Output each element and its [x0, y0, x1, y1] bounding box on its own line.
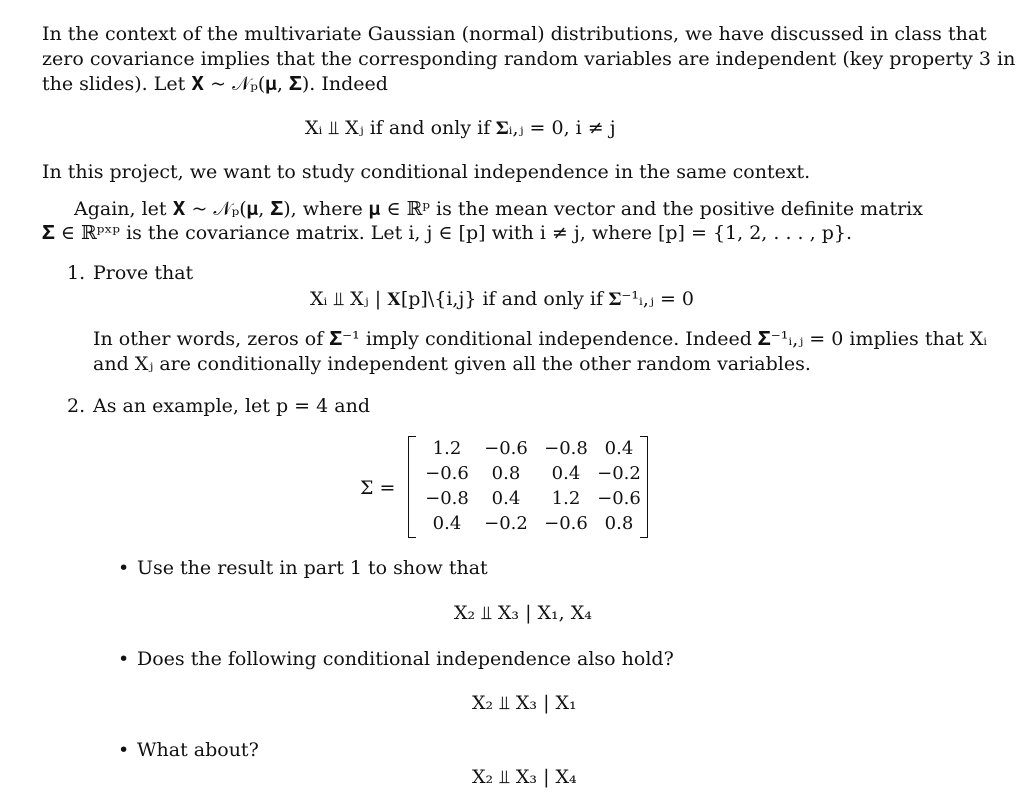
intro-line-2: zero covariance implies that the corresponding random variables are independent (key property 3 in	[42, 48, 1016, 70]
matrix-cell: −0.6	[425, 463, 469, 484]
covariance-matrix	[360, 434, 660, 538]
matrix-cell: 1.2	[432, 438, 462, 459]
matrix-cell: 0.4	[551, 463, 581, 484]
item1-text: Prove that	[93, 262, 194, 284]
matrix-cell: 0.8	[491, 463, 521, 484]
item1-number: 1.	[67, 262, 86, 284]
bullet-marker: •	[118, 648, 130, 670]
independence-equation: Xᵢ ⫫ Xⱼ if and only if 𝚺ᵢ,ⱼ = 0, i ≠ j	[305, 117, 616, 139]
again-line-1: Again, let 𝐗 ~ 𝒩ₚ(𝛍, 𝚺), where 𝛍 ∈ ℝᵖ is the mean vector and the positive definite matrix	[74, 198, 923, 220]
project-line: In this project, we want to study conditional independence in the same context.	[42, 161, 811, 183]
item2-text: As an example, let p = 4 and	[93, 395, 370, 417]
matrix-cell: 0.4	[432, 513, 462, 534]
item2-number: 2.	[67, 395, 86, 417]
matrix-cell: 0.8	[604, 513, 634, 534]
matrix-cell: −0.6	[544, 513, 588, 534]
matrix-cell: 1.2	[551, 488, 581, 509]
matrix-label: Σ =	[360, 477, 396, 499]
intro-line-3: the slides). Let 𝐗 ~ 𝒩ₚ(𝛍, 𝚺). Indeed	[42, 73, 388, 95]
matrix-cell: 0.4	[604, 438, 634, 459]
bullet-3-equation: X₂ ⫫ X₃ | X₄	[472, 766, 577, 788]
matrix-cell: 0.4	[491, 488, 521, 509]
matrix-cell: −0.6	[597, 488, 641, 509]
item1-explain-line-2: and Xⱼ are conditionally independent given all the other random variables.	[93, 353, 811, 375]
bullet-1-equation: X₂ ⫫ X₃ | X₁, X₄	[454, 602, 592, 624]
bullet-marker: •	[118, 557, 130, 579]
bullet-2-equation: X₂ ⫫ X₃ | X₁	[472, 692, 577, 714]
matrix-cell: −0.8	[425, 488, 469, 509]
matrix-grid	[418, 436, 642, 536]
intro-line-1: In the context of the multivariate Gaussian (normal) distributions, we have discussed in class that	[42, 23, 987, 45]
again-line-2: 𝚺 ∈ ℝᵖˣᵖ is the covariance matrix. Let i, j ∈ [p] with i ≠ j, where [p] = {1, 2, . . . , p}.	[42, 222, 852, 244]
matrix-cell: −0.8	[544, 438, 588, 459]
bullet-marker: •	[118, 739, 130, 761]
conditional-independence-equation: Xᵢ ⫫ Xⱼ | 𝐗[p]\{i,j} if and only if 𝚺⁻¹ᵢ,ⱼ = 0	[310, 288, 695, 310]
bullet-1-text: Use the result in part 1 to show that	[137, 557, 488, 579]
matrix-cell: −0.2	[484, 513, 528, 534]
matrix-cell: −0.6	[484, 438, 528, 459]
matrix-left-bracket	[408, 436, 416, 538]
matrix-cell: −0.2	[597, 463, 641, 484]
bullet-3-text: What about?	[137, 739, 259, 761]
item1-explain-line-1: In other words, zeros of 𝚺⁻¹ imply conditional independence. Indeed 𝚺⁻¹ᵢ,ⱼ = 0 implies that Xᵢ	[93, 328, 988, 350]
bullet-2-text: Does the following conditional independence also hold?	[137, 648, 674, 670]
